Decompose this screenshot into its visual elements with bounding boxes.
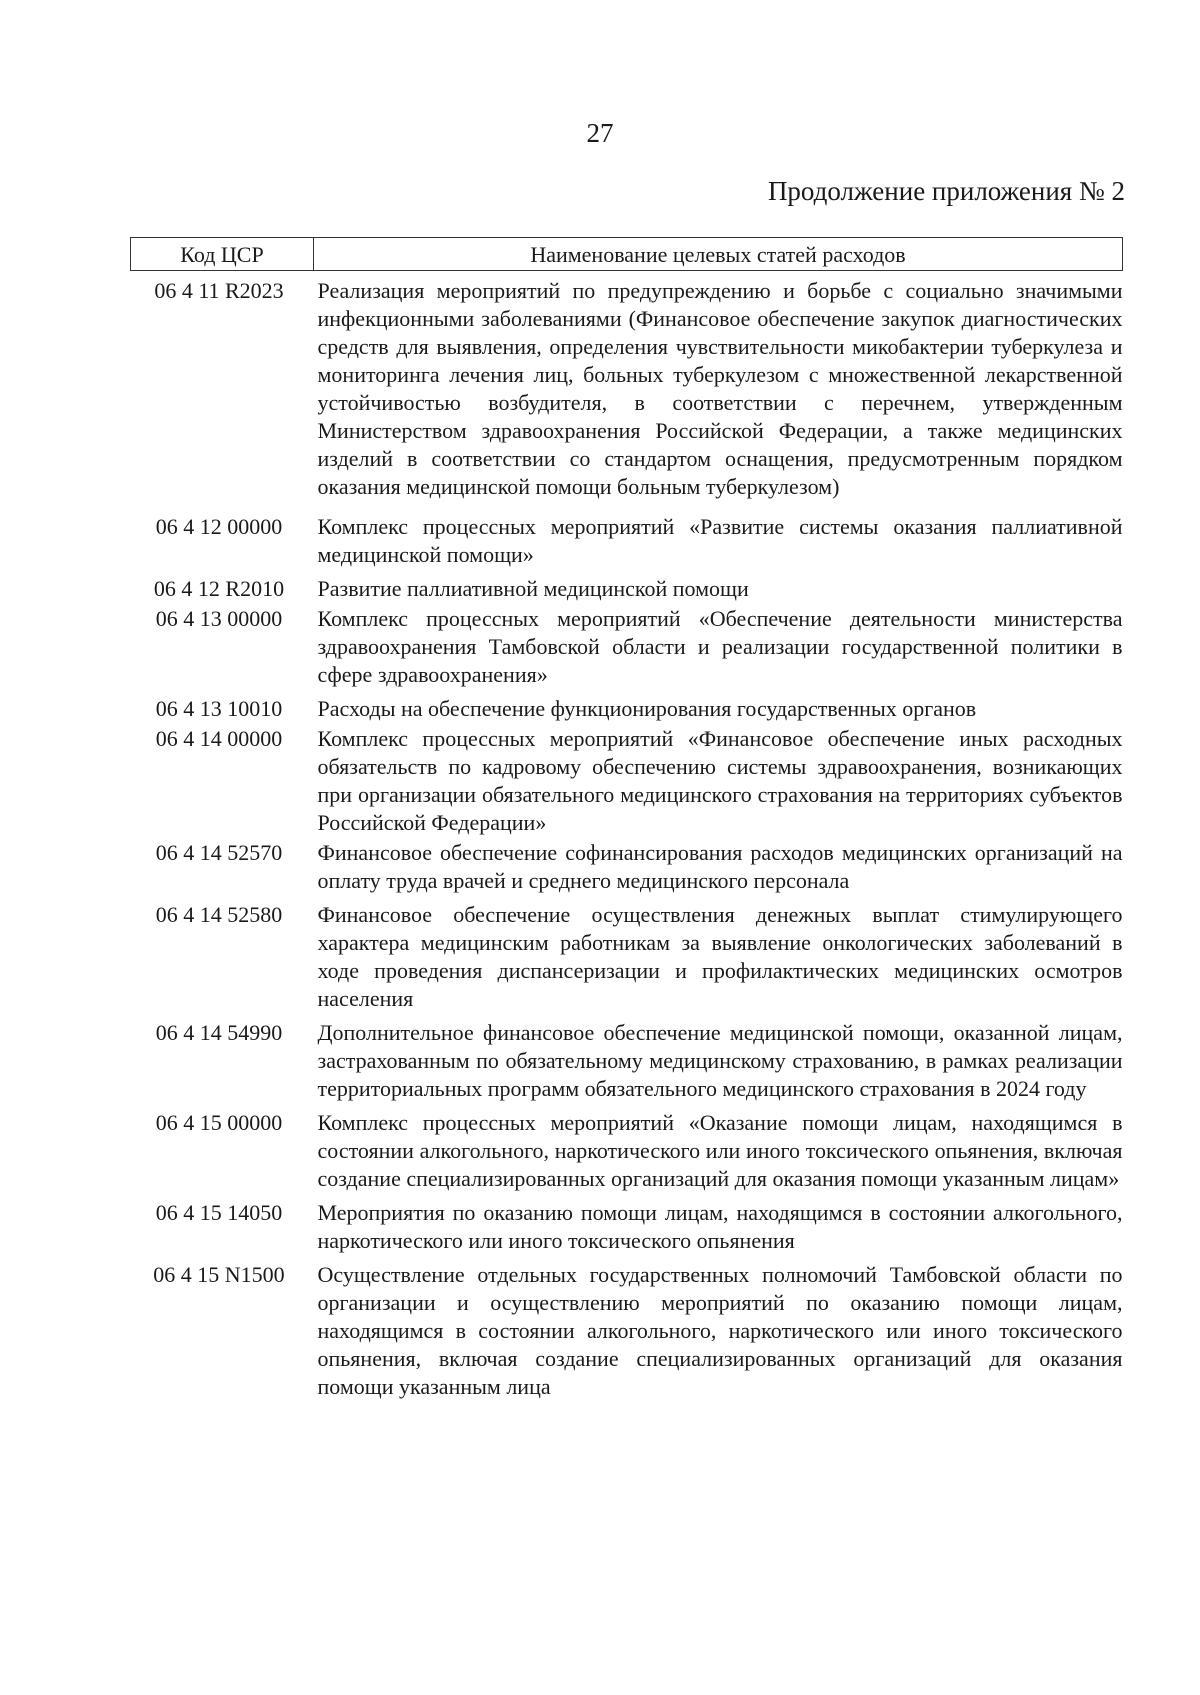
row-code: 06 4 14 00000 <box>155 726 283 751</box>
table-row <box>131 723 1123 837</box>
table-row <box>131 1193 1123 1255</box>
table-header-row <box>131 238 1123 271</box>
continuation-title: Продолжение приложения № 2 <box>767 176 1125 206</box>
row-name: Дополнительное финансовое обеспечение медицинской помощи, оказанной лицам, застрахованным по обязательному медицинскому страхованию, в рамках реализации территориальных программ обязательного медицинского страхования в 2024 году <box>317 1020 1123 1101</box>
table-row <box>131 1103 1123 1193</box>
row-code: 06 4 14 52570 <box>155 840 283 865</box>
row-name: Развитие паллиативной медицинской помощи <box>317 576 749 601</box>
row-code: 06 4 15 14050 <box>155 1200 283 1225</box>
table-row <box>131 271 1123 502</box>
row-code: 06 4 15 N1500 <box>153 1262 285 1287</box>
table-row <box>131 837 1123 895</box>
row-name: Комплекс процессных мероприятий «Развитие системы оказания паллиативной медицинской помощи» <box>317 514 1123 567</box>
row-name: Комплекс процессных мероприятий «Обеспечение деятельности министерства здравоохранения Тамбовской области и реализации государственной политики в сфере здравоохранения» <box>317 606 1123 687</box>
page-number: 27 <box>586 118 614 148</box>
row-name: Осуществление отдельных государственных полномочий Тамбовской области по организации и осуществлению мероприятий по оказанию помощи лицам, находящимся в состоянии алкогольного, наркотического или иного токсического опьянения, включая создание специализированных организаций для оказания помощи указанным лица <box>317 1262 1123 1399</box>
row-name: Расходы на обеспечение функционирования государственных органов <box>317 696 977 721</box>
table-row <box>131 569 1123 603</box>
budget-codes-table <box>130 237 1123 1401</box>
header-name: Наименование целевых статей расходов <box>314 238 1123 271</box>
row-name: Финансовое обеспечение софинансирования расходов медицинских организаций на оплату труда врачей и среднего медицинского персонала <box>317 840 1123 893</box>
row-code: 06 4 11 R2023 <box>154 278 284 303</box>
table-row <box>131 895 1123 1013</box>
row-name: Реализация мероприятий по предупреждению и борьбе с социально значимыми инфекционными заболеваниями (Финансовое обеспечение закупок диагностических средств для выявления, определения чувствительности микобактерии туберкулеза и мониторинга лечения лиц, больных туберкулезом с множественной лекарственной устойчивостью возбудителя, в соответствии с перечнем, утвержденным Министерством здравоохранения Российской Федерации, а также медицинских изделий в соответствии со стандартом оснащения, предусмотренным порядком оказания медицинской помощи больным туберкулезом) <box>317 278 1123 499</box>
row-name: Финансовое обеспечение осуществления денежных выплат стимулирующего характера медицинским работникам за выявление онкологических заболеваний в ходе проведения диспансеризации и профилактических медицинских осмотров населения <box>317 902 1123 1011</box>
row-code: 06 4 12 R2010 <box>153 576 285 601</box>
row-name: Комплекс процессных мероприятий «Оказание помощи лицам, находящимся в состоянии алкогольного, наркотического или иного токсического опьянения, включая создание специализированных организаций для оказания помощи указанным лицам» <box>317 1110 1123 1191</box>
row-code: 06 4 13 00000 <box>155 606 283 631</box>
row-code: 06 4 12 00000 <box>155 514 283 539</box>
row-code: 06 4 13 10010 <box>155 696 283 721</box>
row-code: 06 4 15 00000 <box>155 1110 283 1135</box>
table-row <box>131 501 1123 569</box>
row-code: 06 4 14 52580 <box>155 902 283 927</box>
table-row <box>131 689 1123 723</box>
table-row <box>131 1255 1123 1401</box>
table-row <box>131 1013 1123 1103</box>
table-row <box>131 603 1123 689</box>
row-name: Мероприятия по оказанию помощи лицам, находящимся в состоянии алкогольного, наркотического или иного токсического опьянения <box>317 1200 1123 1253</box>
header-code: Код ЦСР <box>131 238 314 271</box>
row-code: 06 4 14 54990 <box>155 1020 283 1045</box>
row-name: Комплекс процессных мероприятий «Финансовое обеспечение иных расходных обязательств по кадровому обеспечению системы здравоохранения, возникающих при организации обязательного медицинского страхования на территориях субъектов Российской Федерации» <box>317 726 1123 835</box>
